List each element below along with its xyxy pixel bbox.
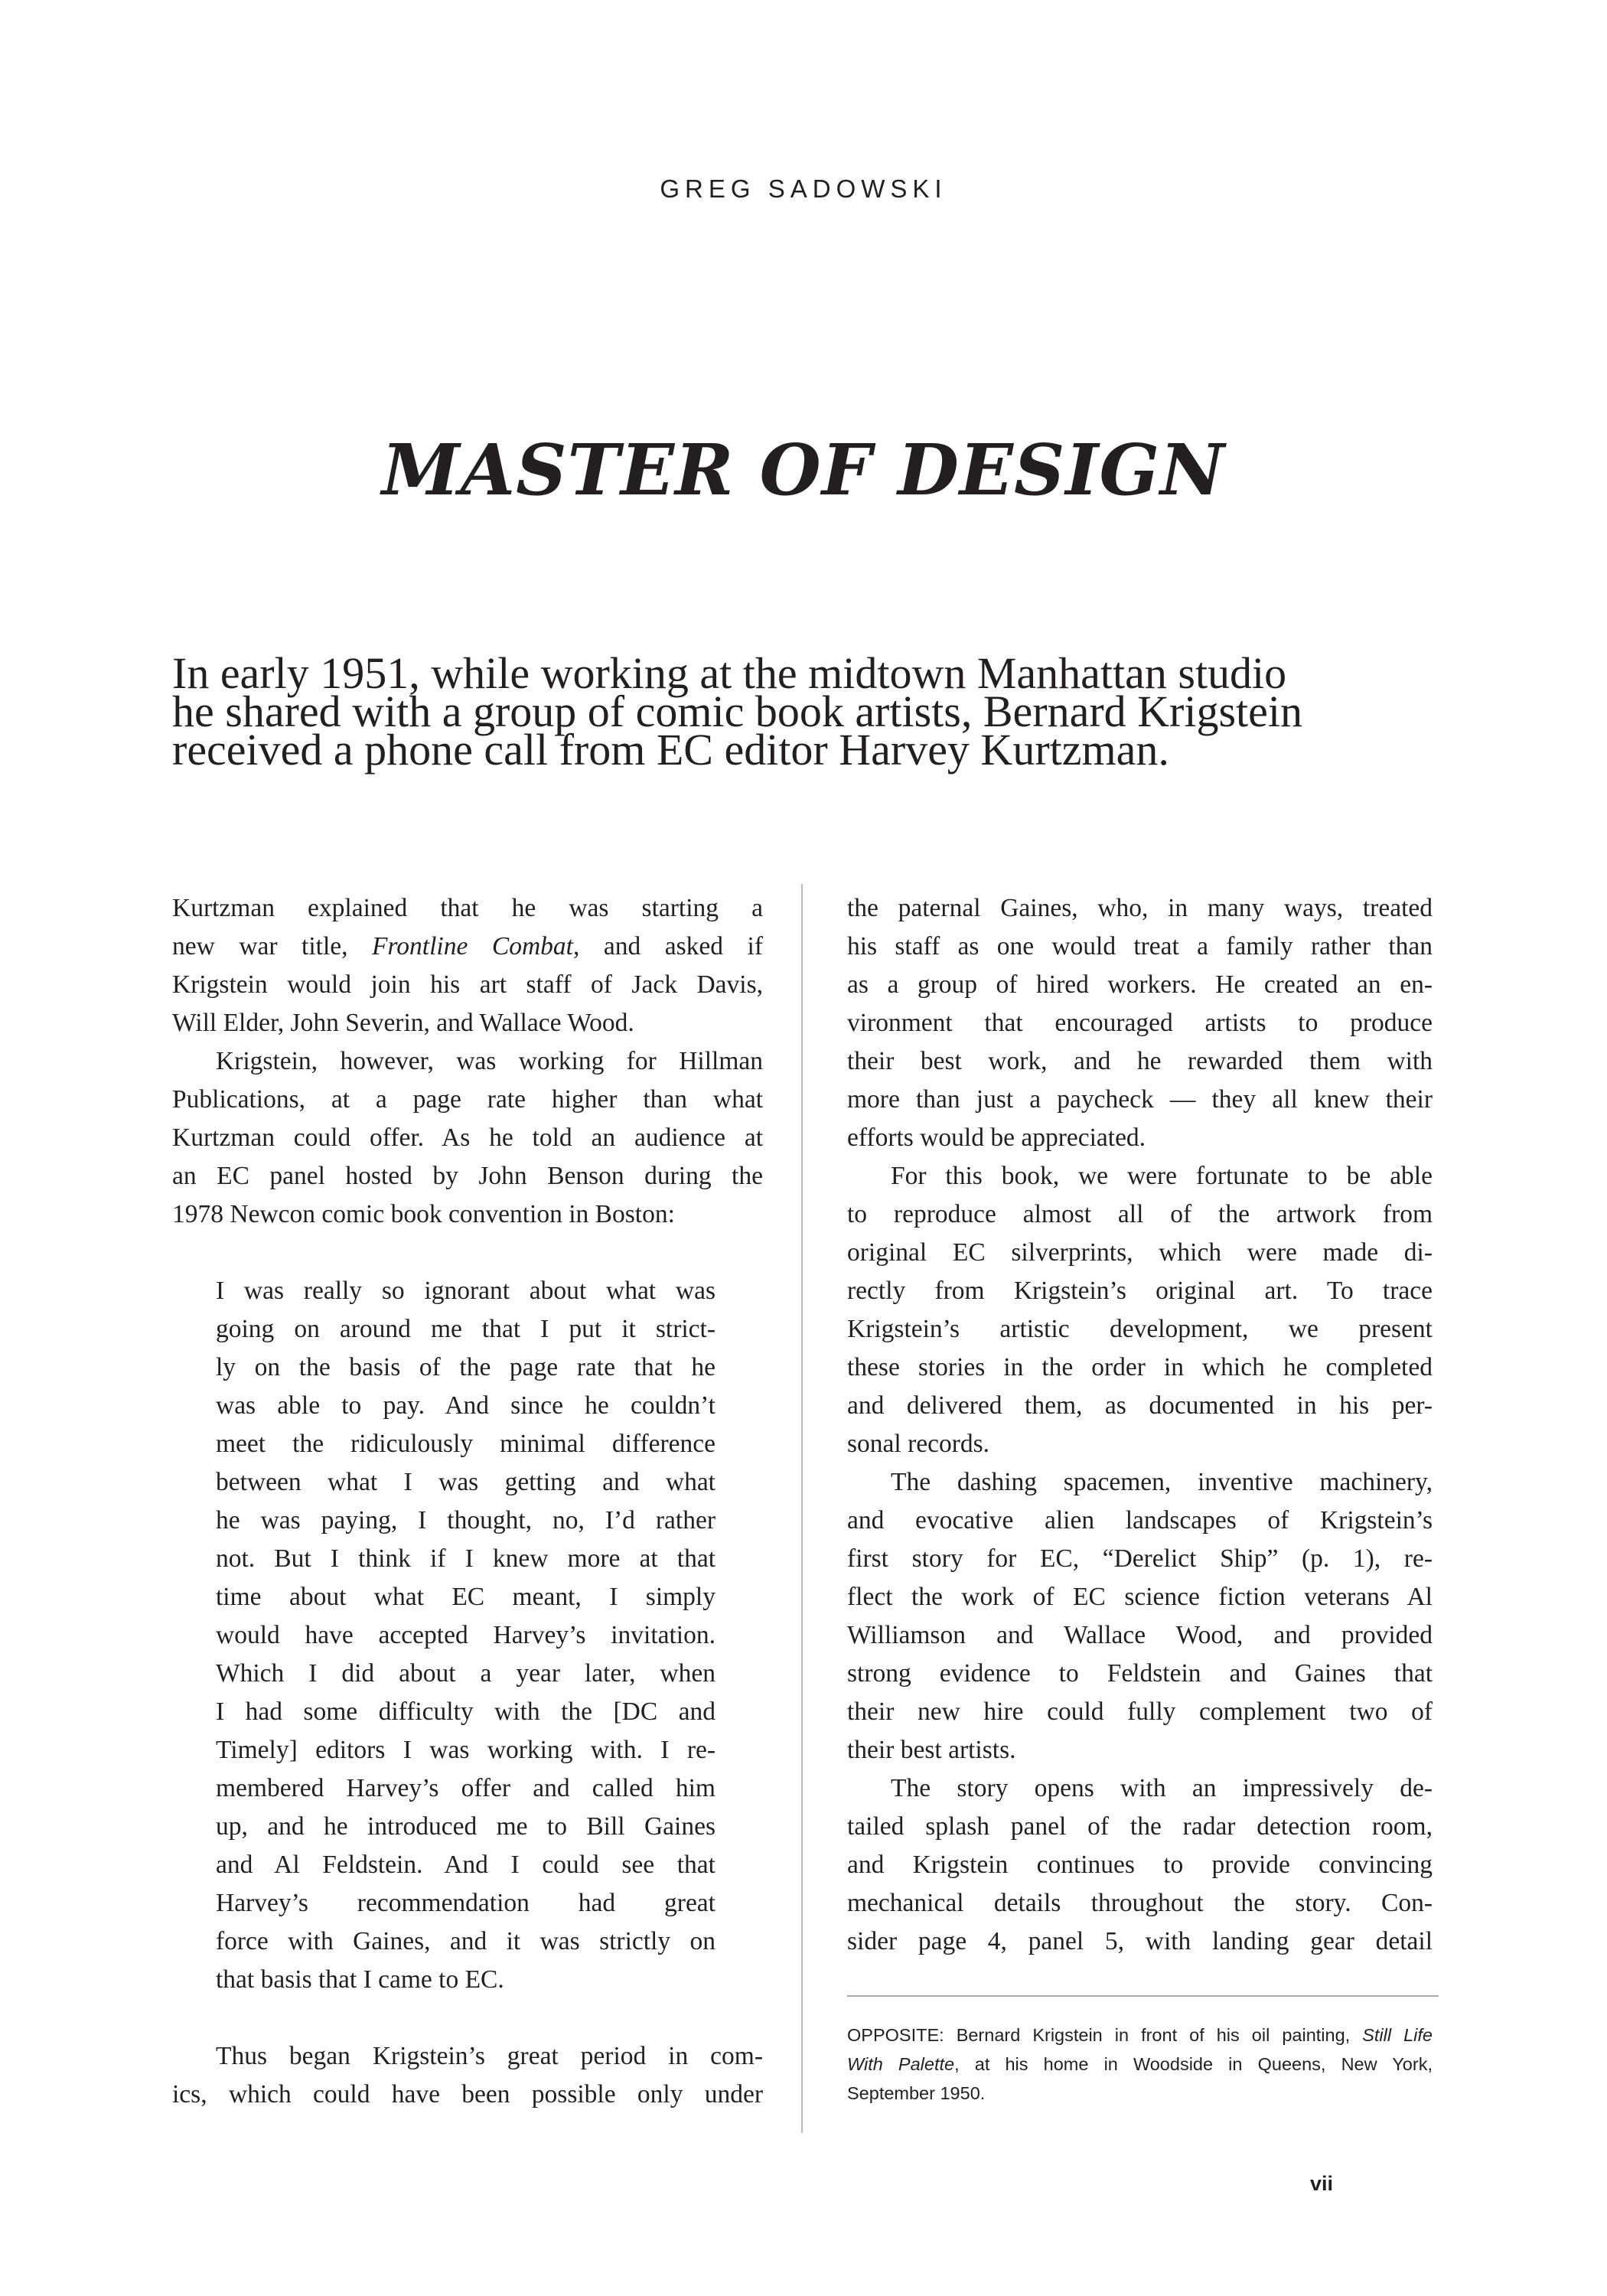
text-line [847, 1042, 1433, 1081]
text-line [847, 1463, 1433, 1502]
text-line [847, 928, 1433, 966]
quote-line [216, 1961, 715, 1999]
column-divider [801, 884, 803, 2133]
text-run: going on around me that I put it strict- [216, 1315, 715, 1343]
text-run: Thus began Krigstein’s great period in com- [216, 2042, 763, 2070]
text-line [847, 889, 1433, 928]
text-line [847, 1081, 1433, 1119]
quote-line [216, 1578, 715, 1616]
quote-line [216, 1769, 715, 1808]
quote-line [216, 1272, 715, 1310]
blank-line [172, 1234, 763, 1272]
text-run: original EC silverprints, which were made di- [847, 1238, 1433, 1267]
text-run: Krigstein would join his art staff of Jack Davis, [172, 970, 763, 999]
quote-line [216, 1463, 715, 1502]
text-run: new war title, [172, 932, 373, 960]
text-run: The story opens with an impressively de- [891, 1774, 1433, 1802]
quote-line [216, 1310, 715, 1349]
text-line [847, 1923, 1433, 1961]
text-run: OPPOSITE: Bernard Krigstein in front of his oil painting, [847, 2025, 1363, 2045]
text-run: , at his home in Woodside in Queens, New York, [954, 2054, 1433, 2074]
text-run: rectly from Krigstein’s original art. To trace [847, 1277, 1433, 1305]
text-run: and evocative alien landscapes of Krigstein’s [847, 1506, 1433, 1534]
text-run: Will Elder, John Severin, and Wallace Wood. [172, 1009, 634, 1037]
text-line [172, 1195, 763, 1234]
text-run: first story for EC, “Derelict Ship” (p. 1), re- [847, 1544, 1433, 1573]
right-text-column [847, 889, 1433, 1961]
text-line [847, 1693, 1433, 1731]
text-line [847, 1731, 1433, 1769]
author-name: GREG SADOWSKI [660, 174, 947, 203]
text-run: The dashing spacemen, inventive machinery, [891, 1468, 1433, 1496]
text-line [847, 1846, 1433, 1884]
text-run: an EC panel hosted by John Benson during the [172, 1162, 763, 1190]
quote-line [216, 1387, 715, 1425]
text-line [847, 1540, 1433, 1578]
text-line [172, 2037, 763, 2076]
text-run: that basis that I came to EC. [216, 1965, 504, 1994]
photo-caption [847, 2020, 1433, 2108]
text-run: efforts would be appreciated. [847, 1124, 1146, 1152]
text-run: 1978 Newcon comic book convention in Boston: [172, 1200, 675, 1228]
text-run: force with Gaines, and it was strictly on [216, 1927, 715, 1955]
text-run: these stories in the order in which he completed [847, 1353, 1433, 1381]
text-run: between what I was getting and what [216, 1468, 715, 1496]
text-run: Kurtzman explained that he was starting a [172, 894, 763, 922]
quote-line [216, 1693, 715, 1731]
text-run: tailed splash panel of the radar detection room, [847, 1812, 1433, 1841]
intro-line: In early 1951, while working at the midtown Manhattan studio [172, 648, 1287, 698]
italic-title-text: With Palette [847, 2054, 955, 2074]
text-line [172, 889, 763, 928]
text-line [847, 1425, 1433, 1463]
blank-line [172, 1999, 763, 2037]
text-line [847, 1119, 1433, 1157]
page-number: vii [1310, 2172, 1334, 2195]
text-run: Publications, at a page rate higher than what [172, 1085, 763, 1114]
text-run: and Al Feldstein. And I could see that [216, 1851, 715, 1879]
text-run: and Krigstein continues to provide convincing [847, 1851, 1433, 1879]
text-run: meet the ridiculously minimal difference [216, 1430, 715, 1458]
text-run: For this book, we were fortunate to be able [891, 1162, 1433, 1190]
quote-line [216, 1502, 715, 1540]
intro-line: he shared with a group of comic book artists, Bernard Krigstein [172, 687, 1303, 736]
quote-line [216, 1884, 715, 1923]
text-line [847, 2020, 1433, 2050]
quote-line [216, 1808, 715, 1846]
text-run: mechanical details throughout the story. Con- [847, 1889, 1433, 1917]
text-line [172, 1157, 763, 1195]
text-line [847, 1655, 1433, 1693]
text-line [847, 2050, 1433, 2079]
text-run: as a group of hired workers. He created an en- [847, 970, 1433, 999]
text-line [172, 1081, 763, 1119]
text-line [847, 1004, 1433, 1042]
text-line [847, 966, 1433, 1004]
text-run: Kurtzman could offer. As he told an audience at [172, 1124, 763, 1152]
italic-title-text: Frontline Combat [372, 932, 573, 960]
text-line [172, 1042, 763, 1081]
quote-line [216, 1425, 715, 1463]
caption-rule [847, 1995, 1439, 1997]
quote-line [216, 1540, 715, 1578]
text-run: strong evidence to Feldstein and Gaines that [847, 1659, 1433, 1688]
text-line [847, 1387, 1433, 1425]
text-line [847, 1272, 1433, 1310]
text-run: up, and he introduced me to Bill Gaines [216, 1812, 715, 1841]
text-line [172, 2076, 763, 2114]
text-run: vironment that encouraged artists to produce [847, 1009, 1433, 1037]
left-text-column [172, 889, 763, 2114]
text-line [847, 1234, 1433, 1272]
quote-line [216, 1655, 715, 1693]
text-run: their best work, and he rewarded them with [847, 1047, 1433, 1075]
text-line [847, 1310, 1433, 1349]
text-run: he was paying, I thought, no, I’d rather [216, 1506, 715, 1534]
text-line [172, 1119, 763, 1157]
text-run: was able to pay. And since he couldn’t [216, 1391, 715, 1420]
intro-line: received a phone call from EC editor Harvey Kurtzman. [172, 725, 1169, 775]
text-run: Harvey’s recommendation had great [216, 1889, 715, 1917]
text-run: his staff as one would treat a family rather than [847, 932, 1433, 960]
text-line [847, 1349, 1433, 1387]
text-run: Which I did about a year later, when [216, 1659, 715, 1688]
text-run: I was really so ignorant about what was [216, 1277, 715, 1305]
text-run: ly on the basis of the page rate that he [216, 1353, 715, 1381]
text-run: , and asked if [572, 932, 763, 960]
text-line [847, 2079, 1433, 2108]
text-run: sider page 4, panel 5, with landing gear detail [847, 1927, 1433, 1955]
quote-line [216, 1349, 715, 1387]
text-line [847, 1769, 1433, 1808]
quote-line [216, 1923, 715, 1961]
text-run: flect the work of EC science fiction veterans Al [847, 1583, 1433, 1611]
text-run: their new hire could fully complement two of [847, 1698, 1433, 1726]
text-line [847, 1578, 1433, 1616]
text-run: Timely] editors I was working with. I re- [216, 1736, 715, 1764]
text-line [847, 1195, 1433, 1234]
text-run: I had some difficulty with the [DC and [216, 1698, 715, 1726]
text-run: more than just a paycheck — they all knew their [847, 1085, 1433, 1114]
quote-line [216, 1846, 715, 1884]
quote-line [216, 1616, 715, 1655]
text-run: membered Harvey’s offer and called him [216, 1774, 715, 1802]
text-line [172, 1004, 763, 1042]
italic-title-text: Still Life [1362, 2025, 1433, 2045]
text-run: would have accepted Harvey’s invitation. [216, 1621, 715, 1649]
text-run: and delivered them, as documented in his per- [847, 1391, 1433, 1420]
text-run: ics, which could have been possible only under [172, 2080, 763, 2108]
text-run: sonal records. [847, 1430, 990, 1458]
text-run: their best artists. [847, 1736, 1016, 1764]
text-line [172, 966, 763, 1004]
text-line [847, 1502, 1433, 1540]
text-run: September 1950. [847, 2083, 986, 2103]
intro-paragraph [172, 643, 1435, 775]
chapter-title: MASTER OF DESIGN [381, 429, 1226, 511]
text-run: Krigstein, however, was working for Hillman [216, 1047, 763, 1075]
text-run: to reproduce almost all of the artwork from [847, 1200, 1433, 1228]
text-run: Krigstein’s artistic development, we present [847, 1315, 1433, 1343]
text-run: the paternal Gaines, who, in many ways, treated [847, 894, 1433, 922]
text-run: Williamson and Wallace Wood, and provided [847, 1621, 1433, 1649]
quote-line [216, 1731, 715, 1769]
text-line [847, 1808, 1433, 1846]
text-line [172, 928, 763, 966]
text-line [847, 1616, 1433, 1655]
text-line [847, 1884, 1433, 1923]
text-run: time about what EC meant, I simply [216, 1583, 715, 1611]
text-run: not. But I think if I knew more at that [216, 1544, 715, 1573]
text-line [847, 1157, 1433, 1195]
